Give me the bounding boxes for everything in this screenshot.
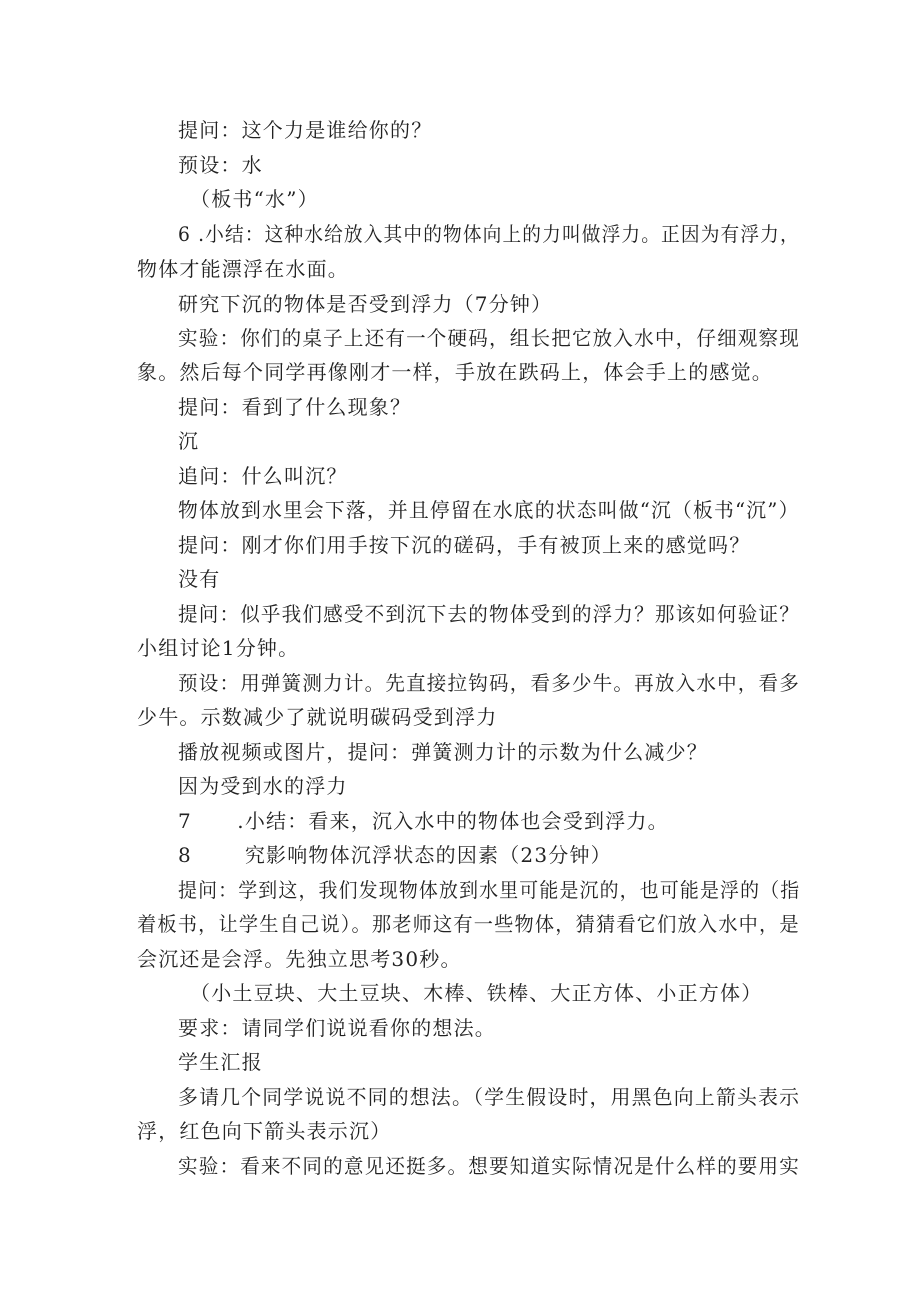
paragraph-line: （小土豆块、大土豆块、木棒、铁棒、大正方体、小正方体） [190,981,763,1005]
paragraph-line: 没有 [178,567,221,591]
paragraph-line: 6 .小结：这种水给放入其中的物体向上的力叫做浮力。正因为有浮力， [178,222,800,246]
paragraph-line: 浮，红色向下箭头表示沉） [137,1119,392,1143]
paragraph-line: （板书“水”） [190,187,319,211]
paragraph-line: 学生汇报 [178,1050,263,1074]
paragraph-line: 提问：学到这，我们发现物体放到水里可能是沉的，也可能是浮的（指 [178,878,801,902]
paragraph-line: 因为受到水的浮力 [178,774,348,798]
paragraph-line: 追问：什么叫沉？ [178,464,348,488]
paragraph-line: 少牛。示数减少了就说明碳码受到浮力 [137,705,498,729]
paragraph-line: 实验：看来不同的意见还挺多。想要知道实际情况是什么样的要用实 [178,1154,801,1178]
paragraph-line: 提问：刚才你们用手按下沉的磋码，手有被顶上来的感觉吗？ [178,533,751,557]
paragraph-line: 提问：似乎我们感受不到沉下去的物体受到的浮力？那该如何验证？ [178,602,801,626]
paragraph-line: 多请几个同学说说不同的想法。（学生假设时，用黑色向上箭头表示 [178,1085,801,1109]
paragraph-line: 播放视频或图片，提问：弹簧测力计的示数为什么减少？ [178,740,708,764]
paragraph-line: 要求：请同学们说说看你的想法。 [178,1016,496,1040]
paragraph-line: 预设：水 [178,153,263,177]
paragraph-line: 提问：这个力是谁给你的？ [178,118,433,142]
paragraph-line: 象。然后每个同学再像刚才一样，手放在跌码上，体会手上的感觉。 [137,360,773,384]
paragraph-line: 物体放到水里会下落，并且停留在水底的状态叫做“沉（板书“沉”） [178,498,800,522]
paragraph-line: 预设：用弹簧测力计。先直接拉钩码，看多少牛。再放入水中，看多 [178,671,801,695]
paragraph-line: 研究下沉的物体是否受到浮力（7分钟） [178,292,553,316]
paragraph-line: 7 .小结：看来，沉入水中的物体也会受到浮力。 [178,809,669,833]
paragraph-line: 会沉还是会浮。先独立思考30秒。 [137,947,462,971]
paragraph-line: 物体才能漂浮在水面。 [137,257,349,281]
paragraph-line: 实验：你们的桌子上还有一个硬码，组长把它放入水中，仔细观察现 [178,326,801,350]
paragraph-line: 着板书，让学生自己说）。那老师这有一些物体，猜猜看它们放入水中，是 [137,912,800,936]
paragraph-line: 小组讨论1分钟。 [137,636,300,660]
paragraph-line: 沉 [178,429,200,453]
paragraph-line: 8 究影响物体沉浮状态的因素（23分钟） [178,843,612,867]
paragraph-line: 提问：看到了什么现象？ [178,395,412,419]
